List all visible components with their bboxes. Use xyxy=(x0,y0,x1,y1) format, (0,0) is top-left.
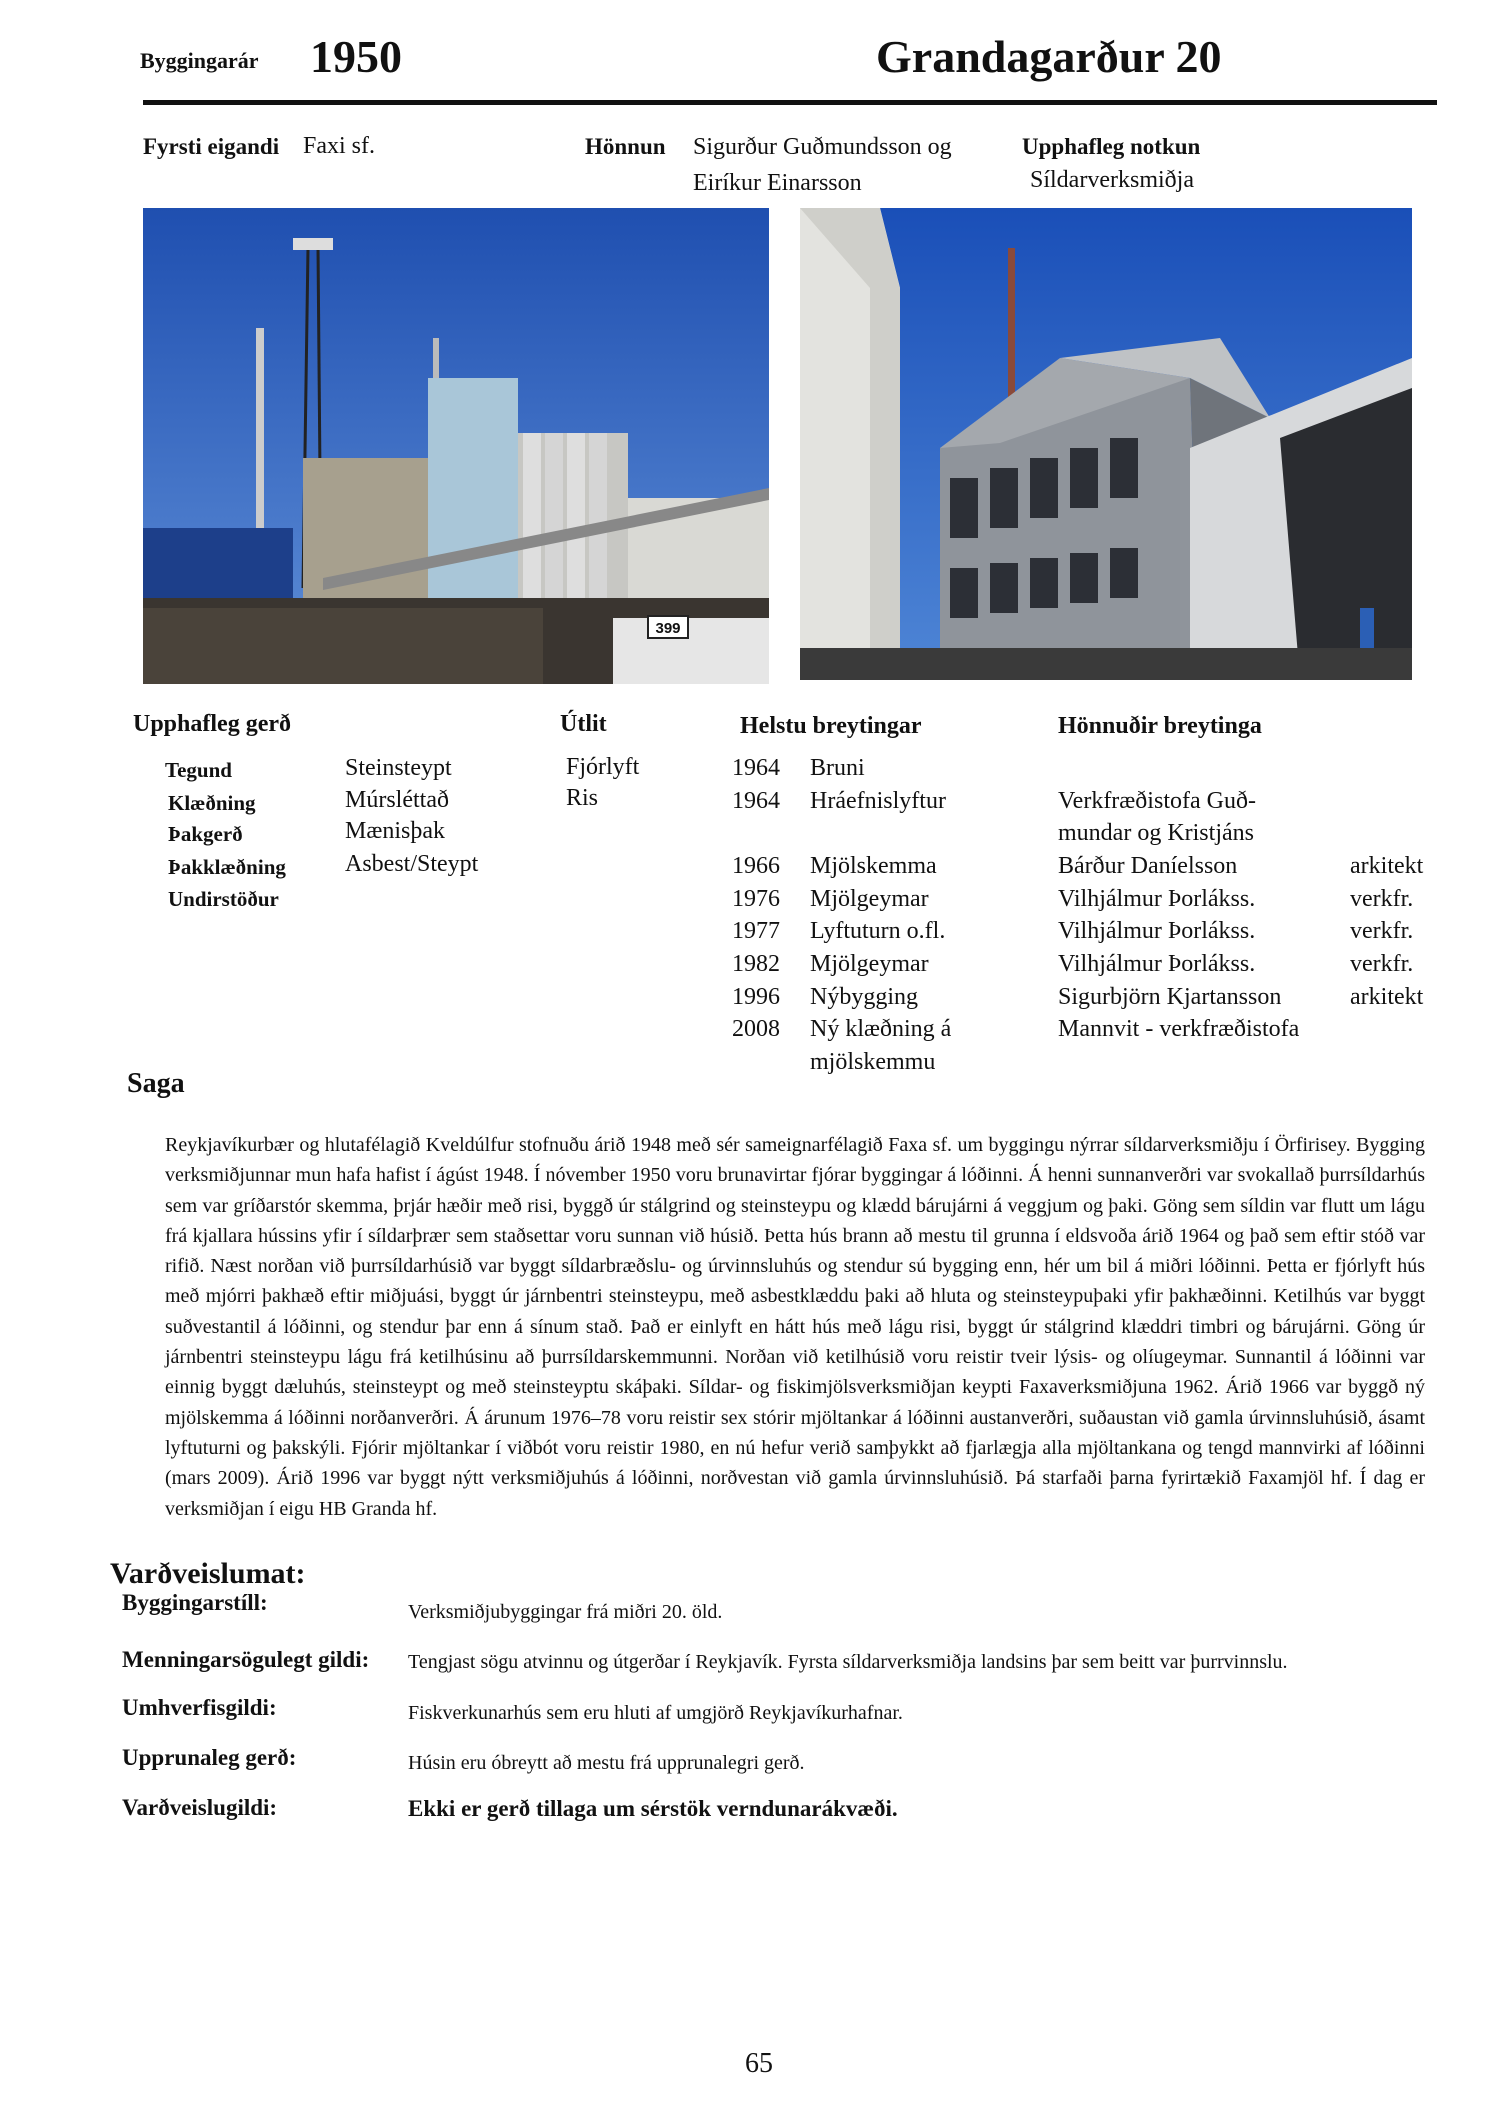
change-designer-role: verkfr. xyxy=(1350,951,1414,977)
change-description: Mjölgeymar xyxy=(810,886,929,912)
photo-factory-building xyxy=(800,208,1412,680)
change-description: Lyftuturn o.fl. xyxy=(810,918,946,944)
year-label: Byggingarár xyxy=(140,48,259,73)
change-designer: Vilhjálmur Þorlákss. xyxy=(1058,886,1256,912)
change-designer: Sigurbjörn Kjartansson xyxy=(1058,984,1282,1010)
assessment-value: Húsin eru óbreytt að mestu frá upprunalegri gerð. xyxy=(408,1752,805,1774)
assessment-label: Menningarsögulegt gildi: xyxy=(122,1647,370,1672)
original-label: Klæðning xyxy=(168,791,256,815)
change-year: 2008 xyxy=(732,1016,780,1042)
change-description: Ný klæðning á xyxy=(810,1016,952,1042)
change-description: Hráefnislyftur xyxy=(810,788,946,814)
change-description: Nýbygging xyxy=(810,984,918,1010)
construction-year: 1950 xyxy=(310,31,402,82)
original-value: Steinsteypt xyxy=(345,755,452,781)
original-label: Tegund xyxy=(165,758,232,782)
assessment-value: Verksmiðjubyggingar frá miðri 20. öld. xyxy=(408,1601,723,1623)
change-designer-role: arkitekt xyxy=(1350,853,1424,879)
assessment-value: Tengjast sögu atvinnu og útgerðar í Reykjavík. Fyrsta síldarverksmiðja landsins þar sem beitt var þurrvinnslu. xyxy=(408,1651,1288,1673)
appearance-value: Fjórlyft xyxy=(566,754,640,780)
appearance-heading: Útlit xyxy=(560,711,607,737)
saga-text: Reykjavíkurbær og hlutafélagið Kveldúlfur stofnuðu árið 1948 með sér sameignarfélagið Faxa sf. um byggingu nýrrar síldarverksmiðju í Örfirisey. Bygging verksmiðjunnar mun hafa hafist í ágúst 1948. Í nóvember 1950 voru brunavirtar fjórar byggingar á lóðinni. Á henni sunnanverðri var svokallað þurrsíldarhús sem var gríðarstór skemma, þrjár hæðir með risi, byggð úr stálgrind og steinsteypu og klædd bárujárni á veggjum og þaki. Göng sem síldin var flutt um lágu frá kjallara hússins yfir í síldarþræг sem staðsettar voru sunnan við húsið. Þetta hús brann að mestu til grunna í eldsvoða árið 1964 og það sem eftir stóð var rifið. Næst norðan við þurrsíldarhúsið var byggt síldarbræðslu- og úrvinnsluhús og stendur sú bygging enn, hér um bil á miðri lóðinni. Þetta er fjórlyft hús með mjórri þakhæð eftir miðjuási, byggt úr járnbentri steinsteypu, með asbestklæddu þaki að hluta og steinsteypuþaki yfir þakhæðinni. Ketilhús var byggt suðvestantil á lóðinni, og stendur þar enn á sínum stað. Það er einlyft en hátt hús með lágu risi, byggt úr stálgrind klæddri timbri og bárujárni. Göng úr járnbentri steinsteypu lágu frá ketilhúsinu að þurrsíldarskemmunni. Norðan við ketilhúsið voru reistir tveir lýsis- og olíugeymar. Sunnantil á lóðinni var einnig byggt dæluhús, steinsteypt og með steinsteyptu skáþaki. Síldar- og fiskimjölsverksmiðjan keypti Faxaverksmiðjuna 1962. Árið 1966 var byggð ný mjölskemma á lóðinni norðanverðri. Á árunum 1976–78 voru reistir sex stórir mjöltankar á lóðinni austanverðri, suðaustan við gamla úrvinnsluhúsið, ásamt lyftuturni og þakskýli. Fjórir mjöltankar í viðbót voru reistir 1980, en nú hefur verið samþykkt að fjarlægja alla mjöltankana og tengd mannvirki af lóðinni (mars 2009). Árið 1996 var byggt nýtt verksmiðjuhús á lóðinni, norðvestan við gamla úrvinnsluhúsið. Þá starfaði þarna fyrirtækið Faxamjöl hf. Í dag er verksmiðjan í eigu HB Granda hf. xyxy=(165,1134,1425,1520)
change-designer: Vilhjálmur Þorlákss. xyxy=(1058,918,1256,944)
owner-value: Faxi sf. xyxy=(303,133,375,159)
original-label: Þakklæðning xyxy=(168,855,286,879)
use-value: Síldarverksmiðja xyxy=(1030,167,1194,193)
change-designer: mundar og Kristjáns xyxy=(1058,820,1254,846)
assessment-label: Varðveislugildi: xyxy=(122,1795,278,1820)
original-value: Asbest/Steypt xyxy=(345,851,479,877)
change-designer-role: verkfr. xyxy=(1350,886,1414,912)
page-number: 65 xyxy=(745,2048,773,2079)
assessment-value: Ekki er gerð tillaga um sérstök verndunarákvæði. xyxy=(408,1796,898,1821)
design-value-line1: Sigurður Guðmundsson og xyxy=(693,134,952,160)
assessment-label: Byggingarstíll: xyxy=(122,1590,268,1615)
change-designer: Bárður Daníelsson xyxy=(1058,853,1238,879)
assessment-value: Fiskverkunarhús sem eru hluti af umgjörð Reykjavíkurhafnar. xyxy=(408,1702,903,1724)
change-year: 1977 xyxy=(732,918,780,944)
change-year: 1982 xyxy=(732,951,780,977)
header-rule xyxy=(143,100,1437,105)
appearance-value: Ris xyxy=(566,785,599,811)
assessment-label: Umhverfisgildi: xyxy=(122,1695,277,1720)
changes-heading: Helstu breytingar xyxy=(740,713,922,739)
original-value: Múrsléttað xyxy=(345,787,449,813)
assessment-label: Upprunaleg gerð: xyxy=(122,1745,297,1770)
change-designer-role: verkfr. xyxy=(1350,918,1414,944)
original-value: Mænisþak xyxy=(345,818,446,844)
change-designer: Verkfræðistofa Guð- xyxy=(1058,788,1256,814)
page-title: Grandagarður 20 xyxy=(876,31,1222,82)
change-year: 1964 xyxy=(732,755,780,781)
change-year: 1996 xyxy=(732,984,780,1010)
change-description: Bruni xyxy=(810,755,865,781)
owner-label: Fyrsti eigandi xyxy=(143,134,280,159)
assessment-heading: Varðveislumat: xyxy=(110,1557,306,1590)
change-description: mjölskemmu xyxy=(810,1049,936,1075)
change-year: 1976 xyxy=(732,886,780,912)
change-designer-role: arkitekt xyxy=(1350,984,1424,1010)
change-year: 1964 xyxy=(732,788,780,814)
change-designers-heading: Hönnuðir breytinga xyxy=(1058,713,1262,739)
change-year: 1966 xyxy=(732,853,780,879)
boat-number: 399 xyxy=(655,620,681,637)
original-label: Þakgerð xyxy=(168,822,243,846)
change-designer: Mannvit - verkfræðistofa xyxy=(1058,1016,1300,1042)
design-label: Hönnun xyxy=(585,134,666,159)
design-value-line2: Eiríkur Einarsson xyxy=(693,170,862,196)
photo-harbor-factory xyxy=(143,208,769,684)
original-label: Undirstöður xyxy=(168,887,279,911)
change-description: Mjölgeymar xyxy=(810,951,929,977)
saga-heading: Saga xyxy=(127,1068,185,1099)
change-designer: Vilhjálmur Þorlákss. xyxy=(1058,951,1256,977)
use-label: Upphafleg notkun xyxy=(1022,134,1201,159)
original-type-heading: Upphafleg gerð xyxy=(133,711,291,737)
change-description: Mjölskemma xyxy=(810,853,937,879)
